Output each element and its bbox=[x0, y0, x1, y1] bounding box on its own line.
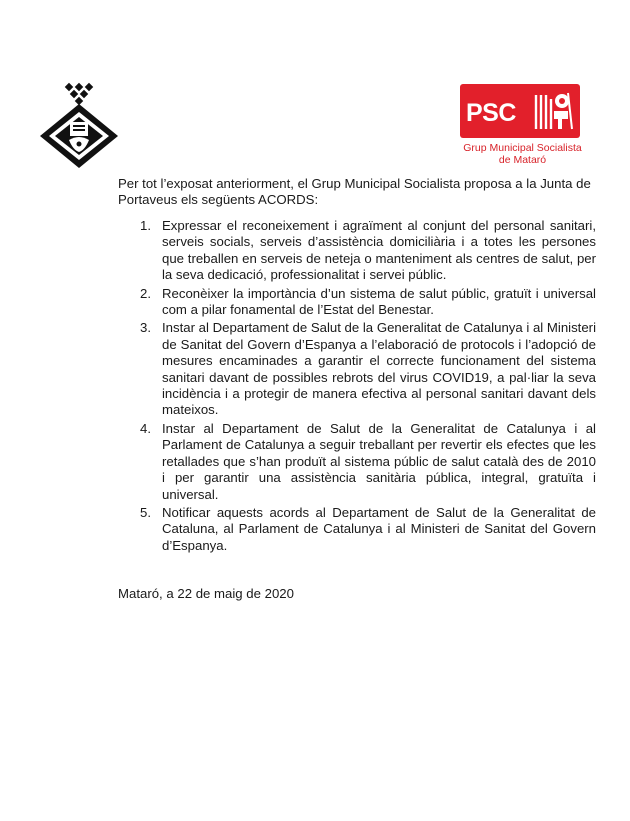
agreement-number: 1. bbox=[140, 218, 151, 233]
agreement-text: Instar al Departament de Salut de la Generalitat de Catalunya i al Ministeri de Sanitat del Govern d’Espanya a l’elaboració de protocols i l’adopció de mesures encaminades a garantir el correcte funcionament del sistema sanitari davant de possibles rebrots del virus COVID19, a pal·liar la seva incidència i a protegir de manera efectiva al personal sanitari davant dels mateixos. bbox=[162, 320, 596, 418]
psc-group-name bbox=[460, 142, 585, 166]
agreement-item bbox=[140, 320, 596, 418]
intro-paragraph: Per tot l’exposat anteriorment, el Grup Municipal Socialista proposa a la Junta de Portaveus els següents ACORDS: bbox=[118, 176, 591, 208]
place-and-date: Mataró, a 22 de maig de 2020 bbox=[118, 586, 294, 601]
psc-acronym: PSC bbox=[466, 99, 516, 127]
agreement-item bbox=[140, 286, 596, 319]
agreement-text: Expressar el reconeixement i agraïment al conjunt del personal sanitari, serveis socials, serveis d’assistència domiciliària i a totes les persones que treballen en serveis de neteja o manteniment als centres de salut, per la seva dedicació, professionalitat i servei públic. bbox=[162, 218, 596, 283]
agreement-text: Reconèixer la importància d’un sistema de salut públic, gratuït i universal com a pilar fonamental de l’Estat del Benestar. bbox=[162, 285, 596, 318]
mataro-coat-of-arms-icon bbox=[36, 82, 122, 168]
agreement-text: Notificar aquests acords al Departament de Salut de la Generalitat de Cataluna, al Parlament de Catalunya i al Ministeri de Sanitat del Govern d’Espanya. bbox=[162, 504, 596, 553]
agreement-item bbox=[140, 505, 596, 554]
agreements-list bbox=[140, 218, 596, 556]
psc-badge bbox=[460, 84, 580, 138]
agreement-number: 3. bbox=[140, 320, 151, 336]
agreement-number: 5. bbox=[140, 504, 151, 520]
psc-party-logo bbox=[460, 84, 585, 166]
psc-group-line-2: de Mataró bbox=[498, 154, 547, 166]
agreement-number: 2. bbox=[140, 285, 151, 301]
psc-group-line-1: Grup Municipal Socialista bbox=[463, 142, 582, 154]
agreement-item bbox=[140, 421, 596, 503]
agreement-item bbox=[140, 218, 596, 284]
agreement-text: Instar al Departament de Salut de la Generalitat de Catalunya i al Parlament de Catalunya a seguir treballant per revertir els efectes que les retallades que s’han produït al sistema públic de salut català des de 2010 i per garantir una assistència sanitària pública, integral, gratuïta i universal. bbox=[162, 420, 596, 502]
agreement-number: 4. bbox=[140, 420, 151, 436]
psc-rose-fist-icon bbox=[530, 89, 576, 133]
